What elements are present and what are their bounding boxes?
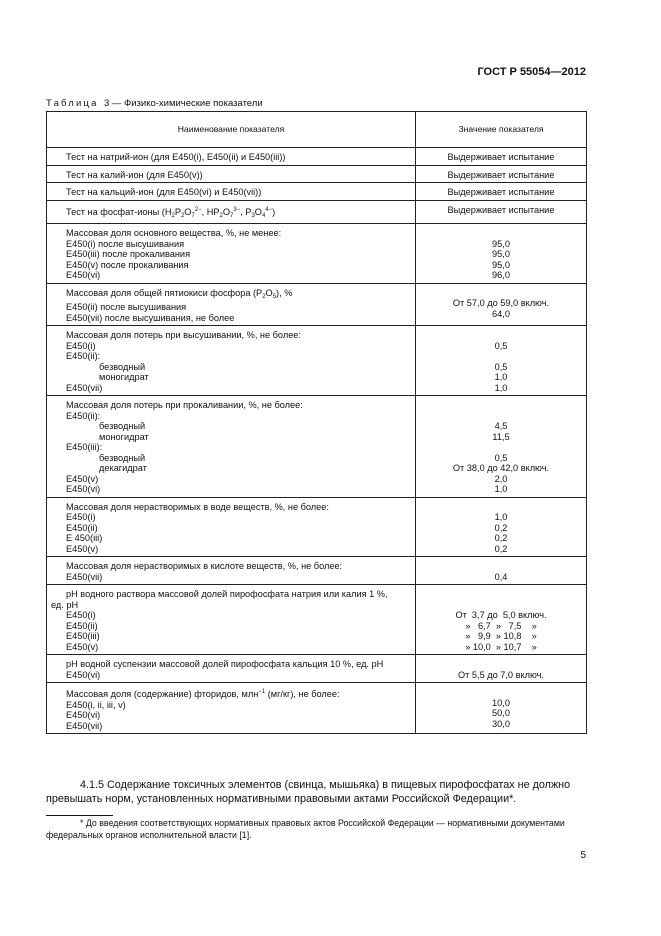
- row-name: Массовая доля (содержание) фторидов, млн$^{-1}$ (мг/кг), не более: Е450(i, ii, iii, v) Е450(vi) Е450(vii): [47, 683, 416, 734]
- column-header-value: Значение показателя: [416, 112, 587, 148]
- table-row: [47, 396, 587, 498]
- table-row: [47, 557, 587, 585]
- row-value: Выдерживает испытание: [416, 200, 587, 224]
- table-row: [47, 200, 587, 224]
- row-name: pH водной суспензии массовой долей пирофосфата кальция 10 %, ед. pH Е450(vi): [47, 655, 416, 683]
- row-name: pH водного раствора массовой долей пирофосфата натрия или калия 1 %, ед. pH Е450(i) Е450(ii) Е450(iii) Е450(v): [47, 585, 416, 655]
- table-row: [47, 326, 587, 396]
- column-header-name: Наименование показателя: [47, 112, 416, 148]
- row-name: Массовая доля основного вещества, %, не менее: Е450(i) после высушивания Е450(iii) после прокаливания Е450(v) после прокаливания Е450(vi): [47, 224, 416, 284]
- row-value: 4,5 11,5 0,5 От 38,0 до 42,0 включ. 2,0 1,0: [416, 396, 587, 498]
- row-value: Выдерживает испытание: [416, 165, 587, 183]
- row-value: От 5,5 до 7,0 включ.: [416, 655, 587, 683]
- row-name: Тест на фосфат-ионы ($H_2P_2O_7^{2-}$, $HP_2O_7^{3-}$, $P_3O_4^{4-}$): [47, 200, 416, 224]
- table-row: [47, 183, 587, 201]
- table-row: [47, 585, 587, 655]
- row-name: Массовая доля потерь при высушивании, %, не более: Е450(i) Е450(ii): безводный моногидрат Е450(vii): [47, 326, 416, 396]
- table-row: [47, 683, 587, 734]
- table-caption: [46, 98, 263, 109]
- table-row: [47, 497, 587, 557]
- row-value: 10,0 50,0 30,0: [416, 683, 587, 734]
- standard-code: ГОСТ Р 55054—2012: [477, 66, 586, 78]
- row-value: 0,5 0,5 1,0 1,0: [416, 326, 587, 396]
- page-number: 5: [580, 850, 586, 861]
- row-name: Тест на калий-ион (для Е450(v)): [47, 165, 416, 183]
- row-name: Массовая доля общей пятиокиси фосфора $(P_2O_5)$, % Е450(ii) после высушивания Е450(vii) после высушивания, не более: [47, 283, 416, 326]
- table-row: [47, 148, 587, 166]
- table-row: [47, 655, 587, 683]
- row-name: Тест на кальций-ион (для Е450(vi) и Е450(vii)): [47, 183, 416, 201]
- row-name: Тест на натрий-ион (для Е450(i), Е450(ii) и Е450(iii)): [47, 148, 416, 166]
- row-value: От 3,7 до 5,0 включ. » 6,7 » 7,5 » » 9,9 » 10,8 » » 10,0 » 10,7 »: [416, 585, 587, 655]
- row-name: Массовая доля потерь при прокаливании, %, не более: Е450(ii): безводный моногидрат Е450(iii): безводный декагидрат Е450(v) Е450(vi): [47, 396, 416, 498]
- physico-chemical-table: [46, 111, 587, 734]
- row-value: 0,4: [416, 557, 587, 585]
- table-caption-title: 3 — Физико-химические показатели: [103, 98, 263, 109]
- row-value: Выдерживает испытание: [416, 148, 587, 166]
- table-header-row: [47, 112, 587, 148]
- footnote: * До введения соответствующих нормативных правовых актов Российской Федерации — нормативными документами федеральных органов исполнительной власти [1].: [46, 818, 565, 840]
- table-row: [47, 165, 587, 183]
- table-caption-label: Таблица: [46, 98, 99, 109]
- row-name: Массовая доля нерастворимых в воде веществ, %, не более: Е450(i) Е450(ii) Е 450(iii) Е450(v): [47, 497, 416, 557]
- row-name: Массовая доля нерастворимых в кислоте веществ, %, не более: Е450(vii): [47, 557, 416, 585]
- footnote-divider: [46, 815, 113, 816]
- row-value: 95,0 95,0 95,0 96,0: [416, 224, 587, 284]
- table-row: [47, 224, 587, 284]
- row-value: От 57,0 до 59,0 включ. 64,0: [416, 283, 587, 326]
- paragraph-4-1-5: 4.1.5 Содержание токсичных элементов (свинца, мышьяка) в пищевых пирофосфатах не должно превышать норм, установленных нормативными правовыми актами Российской Федерации*.: [46, 779, 571, 805]
- row-value: 1,0 0,2 0,2 0,2: [416, 497, 587, 557]
- row-value: Выдерживает испытание: [416, 183, 587, 201]
- table-row: [47, 283, 587, 326]
